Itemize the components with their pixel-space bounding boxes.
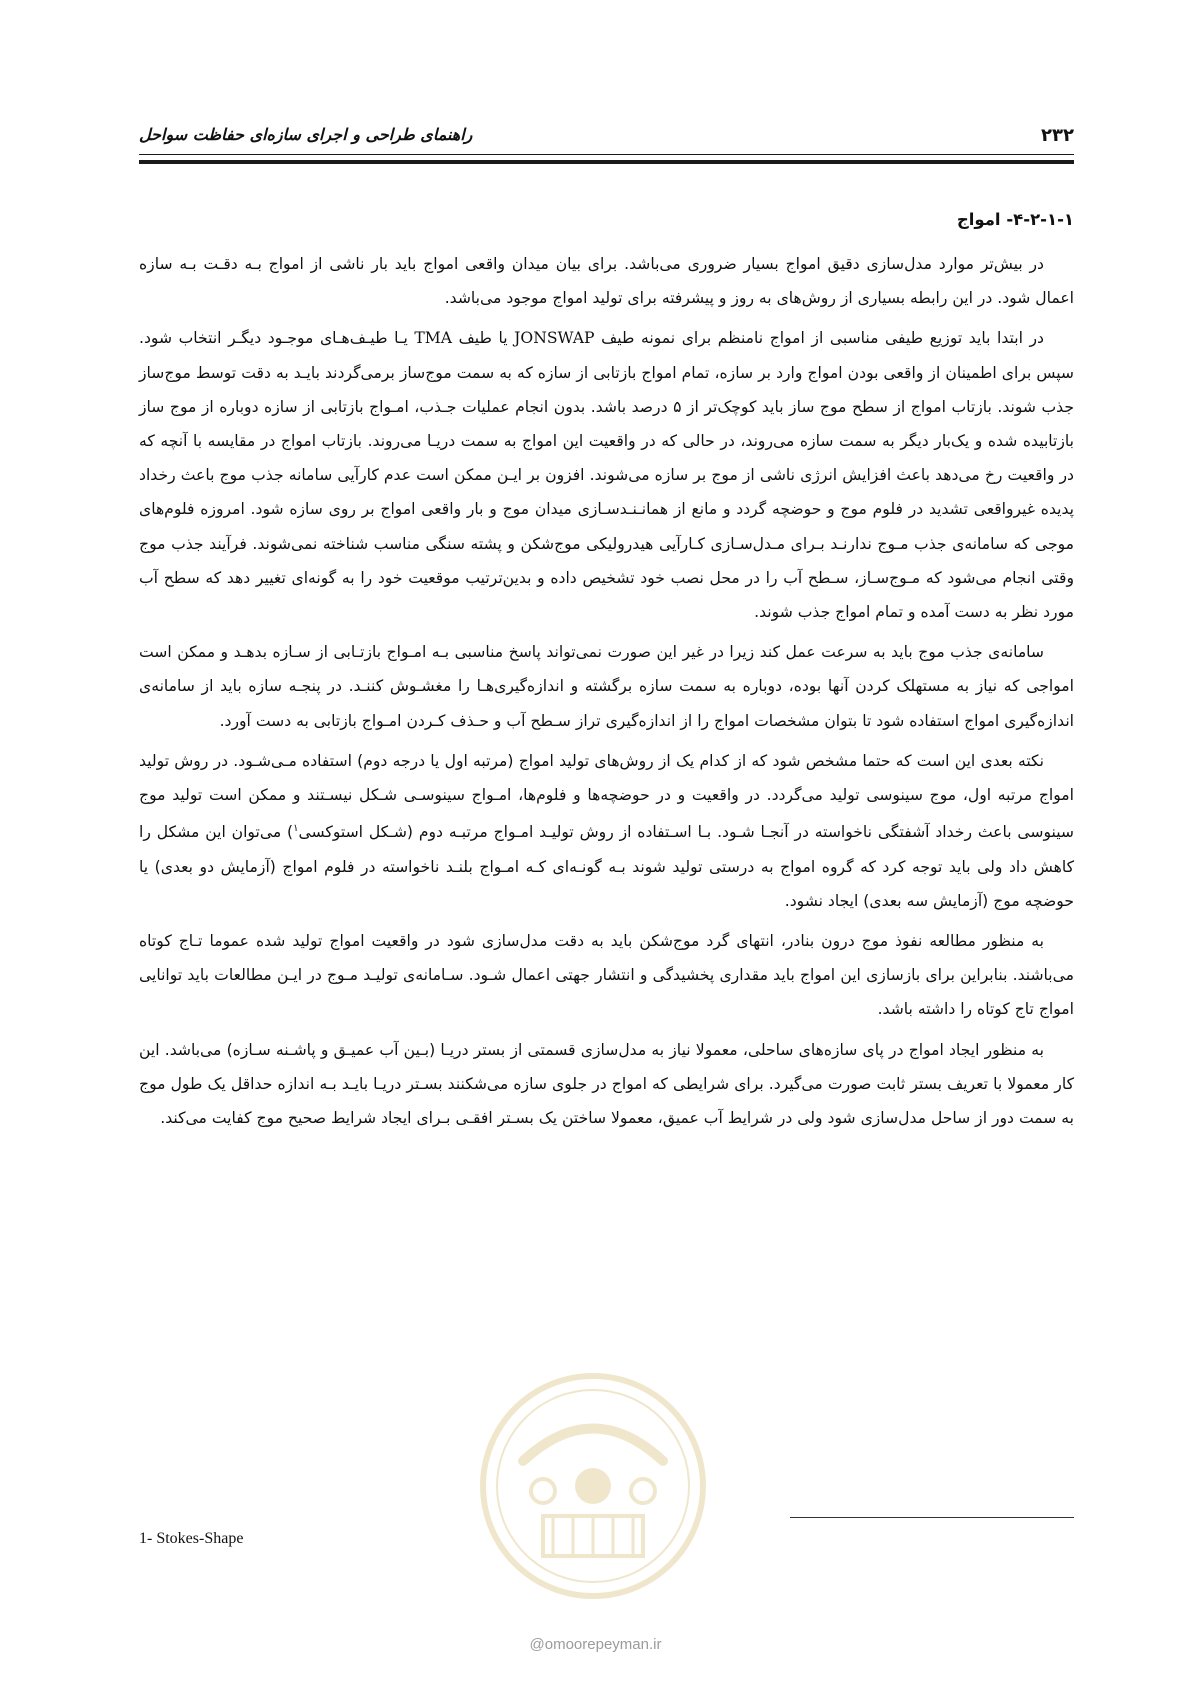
paragraph-6: به منظور ایجاد امواج در پای سازه‌های ساحلی، معمولا نیاز به مدل‌سازی قسمتی از بستر دریـا (بـین آب عمیـق و پاشـنه سـازه) می‌باشد. این کار معمولا با تعریف بستر ثابت صورت می‌گیرد. برای شرایطی که امواج در جلوی سازه می‌شکنند بسـتر دریـا بایـد بـه اندازه حداقل یک طول موج به سمت دور از ساحل مدل‌سازی شود ولی در شرایط آب عمیق، معمولا ساختن یک بسـتر افقـی بـرای ایجاد شرایط صحیح موج کفایت می‌کند. bbox=[139, 1040, 1074, 1128]
paragraph-2-part-c: یـا طیـف‌هـای موجـود دیگـر انتخاب شود. سپس برای اطمینان از واقعی بودن امواج وارد بر سازه، تمام امواج بازتابی از سازه که به سمت موج‌ساز برمی‌گردند بایـد به دقت توسط موج‌ساز جذب شوند. بازتاب امواج از سطح موج ساز باید کوچک‌تر از ۵ درصد باشد. بدون انجام عملیات جـذب، امـواج بازتابی از سازه دوباره از موج ساز بازتابیده شده و یک‌بار دیگر به سمت سازه می‌روند، در حالی که در واقعیت این امواج به سمت دریـا می‌روند. بازتاب امواج در مقایسه با آنچه که در واقعیت رخ می‌دهد باعث افزایش انرژی ناشی از موج بر سازه می‌شوند. افزون بر ایـن ممکن است عدم کارآیی سامانه جذب موج باعث رخداد پدیده غیرواقعی تشدید در فلوم موج و حوضچه گردد و مانع از همانـنـدسـازی میدان موج و بار واقعی امواج بر روی سازه شود. امروزه فلوم‌های موجی که سامانه‌ی جذب مـوج ندارنـد بـرای مـدل‌سـازی کـارآیی هیدرولیکی موج‌شکن و پشته سنگی مناسب شناخته نمی‌شوند. فرآیند جذب موج وقتی انجام می‌شود که مـوج‌سـاز، سـطح آب را در محل نصب خود تشخیص داده و بدین‌ترتیب موقعیت خود را به گونه‌ای تغییر دهد که سطح آب مورد نظر به دست آمده و تمام امواج جذب شوند. bbox=[139, 329, 1075, 622]
paragraph-4-part-a: نکته بعدی این است که حتما مشخص شود که از کدام یک از روش‌های تولید امواج (مرتبه اول یا درجه دوم) استفاده مـی‌شـود. در روش تولید امواج مرتبه اول، موج سینوسی تولید می‌گردد. در واقعیت و در حوضچه‌ها و فلوم‌ها، امـواج سینوسـی شـکل نیسـتند و ممکن است تولید موج سینوسی باعث رخداد آشفتگی ناخواسته در آنجـا شـود. بـا اسـتفاده از روش تولیـد امـواج مرتبـه دوم (شـکل استوکسی bbox=[139, 751, 1074, 842]
paragraph-4-part-b: ) می‌توان این مشکل را کاهش داد ولی باید توجه کرد که گروه امواج به درستی تولید شوند بـه گونـه‌ای کـه امـواج بلنـد ناخواسته در فلوم امواج (آزمایش دو بعدی) یا حوضچه موج (آزمایش سه بعدی) ایجاد نشود. bbox=[139, 823, 1074, 910]
jonswap-term: JONSWAP bbox=[514, 329, 595, 348]
paragraph-5: به منظور مطالعه نفوذ موج درون بنادر، انتهای گرد موج‌شکن باید به دقت مدل‌سازی شود در واقعیت امواج تولید شده عموما تـاج کوتاه می‌باشند. بنابراین برای بازسازی این امواج باید مقداری پخشیدگی و انتشار جهتی اعمال شـود. سـامانه‌ی تولیـد مـوج در ایـن مطالعات باید توانایی امواج تاج کوتاه را داشته باشد. bbox=[139, 932, 1074, 1019]
footnote: 1- Stokes-Shape bbox=[139, 1530, 244, 1547]
page-header bbox=[139, 120, 1074, 164]
page-number: ۲۳۲ bbox=[1041, 125, 1074, 146]
paragraph-2-part-a: در ابتدا باید توزیع طیفی مناسبی از امواج نامنظم برای نمونه طیف bbox=[594, 329, 1044, 348]
paragraph-4 bbox=[139, 744, 1074, 918]
tma-term: TMA bbox=[414, 329, 453, 348]
paragraph-3: سامانه‌ی جذب موج باید به سرعت عمل کند زیرا در غیر این صورت نمی‌تواند پاسخ مناسبی بـه امـواج بازتـابی از سـازه بدهـد و ممکن است امواجی که نیاز به مستهلک کردن آنها بوده، دوباره به سمت سازه برگشته و اندازه‌گیری‌هـا را مغشـوش کننـد. در پنجـه سازه باید از سامانه‌ی اندازه‌گیری امواج استفاده شود تا بتوان مشخصات امواج را از اندازه‌گیری تراز سـطح آب و حـذف کـردن امـواج بازتابی به دست آورد. bbox=[139, 643, 1074, 730]
watermark-seal-icon bbox=[473, 1366, 713, 1606]
paragraph-1: در بیش‌تر موارد مدل‌سازی دقیق امواج بسیار ضروری می‌باشد. برای بیان میدان واقعی امواج باید بار ناشی از امواج بـه دقـت بـه سازه اعمال شود. در این رابطه بسیاری از روش‌های به روز و پیشرفته برای تولید امواج موجود می‌باشد. bbox=[139, 255, 1074, 308]
paragraph-2 bbox=[139, 321, 1074, 629]
section-heading: ۴-۲-۱-۱- امواج bbox=[956, 210, 1074, 229]
footnote-marker[interactable]: ۱ bbox=[293, 823, 299, 835]
footnote-divider bbox=[790, 1517, 1074, 1518]
paragraph-2-part-b: یا طیف bbox=[452, 329, 515, 348]
running-title: راهنمای طراحی و اجرای سازه‌ای حفاظت سواحل bbox=[139, 125, 473, 144]
watermark-url: @omoorepeyman.ir bbox=[529, 1636, 662, 1653]
page-body bbox=[139, 210, 1074, 1141]
